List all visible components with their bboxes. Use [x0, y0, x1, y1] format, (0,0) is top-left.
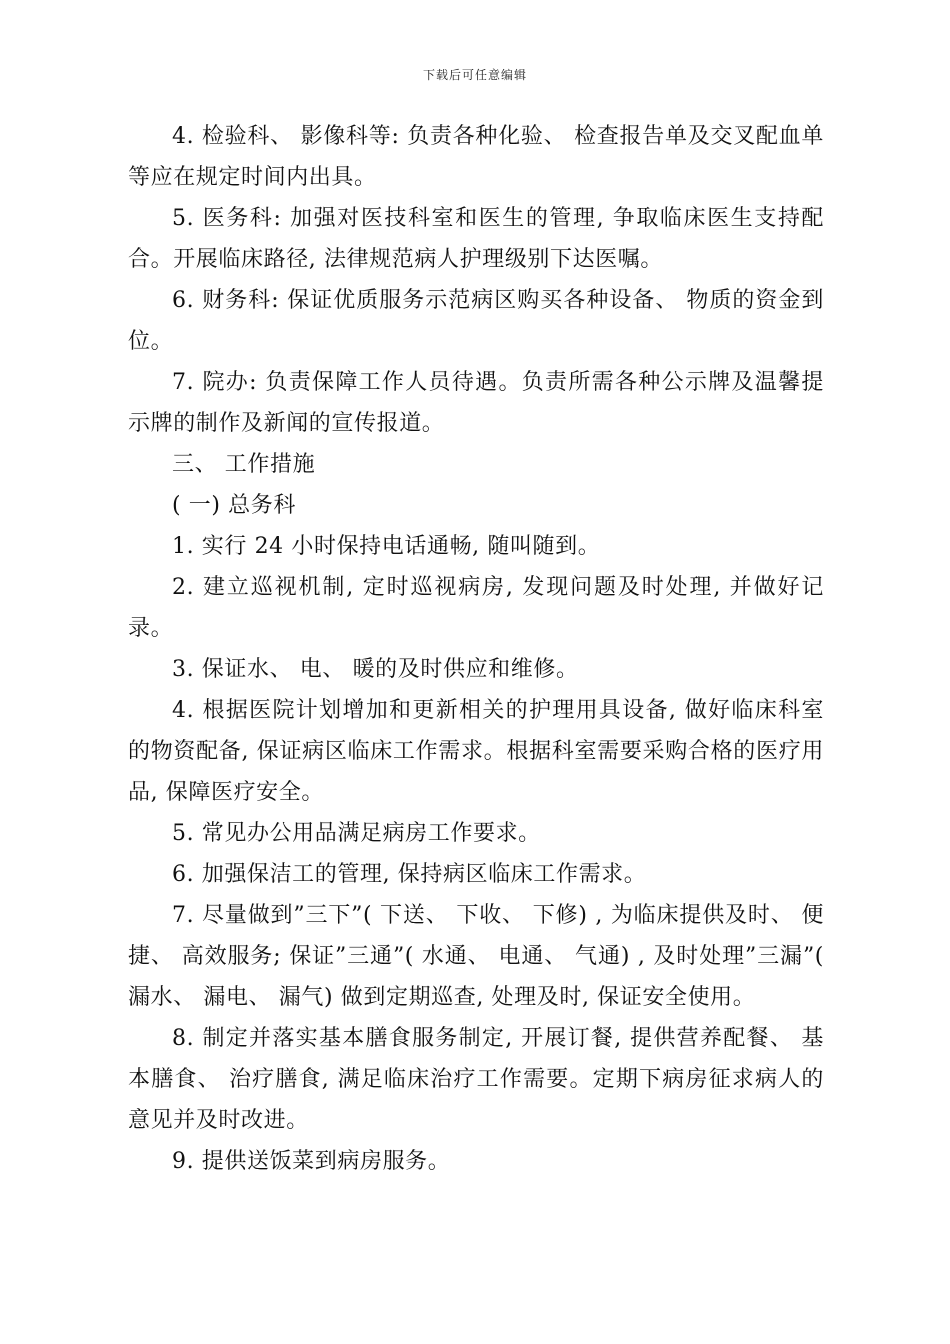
list-item-1: 1. 实行 24 小时保持电话通畅, 随叫随到。 [172, 534, 601, 559]
list-item-4: 4. 根据医院计划增加和更新相关的护理用具设备, 做好临床科室的物资配备, 保证病区临床工作需求。根据科室需要采购合格的医疗用品, 保障医疗安全。 [128, 698, 824, 805]
list-item-6: 6. 加强保洁工的管理, 保持病区临床工作需求。 [172, 862, 647, 887]
list-item-8: 8. 制定并落实基本膳食服务制定, 开展订餐, 提供营养配餐、 基本膳食、 治疗膳食, 满足临床治疗工作需要。定期下病房征求病人的意见并及时改进。 [128, 1026, 824, 1133]
page-header: 下载后可任意编辑 [422, 68, 527, 82]
section-heading-measures: 三、 工作措施 [172, 452, 316, 477]
paragraph-admin-office: 7. 院办: 负责保障工作人员待遇。负责所需各种公示牌及温馨提示牌的制作及新闻的宣传报道。 [128, 370, 824, 436]
list-item-2: 2. 建立巡视机制, 定时巡视病房, 发现问题及时处理, 并做好记录。 [128, 575, 824, 641]
list-item-5: 5. 常见办公用品满足病房工作要求。 [172, 821, 541, 846]
list-item-7: 7. 尽量做到”三下”( 下送、 下收、 下修) , 为临床提供及时、 便捷、 高效服务; 保证”三通”( 水通、 电通、 气通) , 及时处理”三漏”( 漏水、 漏电、 漏气) 做到定期巡查, 处理及时, 保证安全使用。 [128, 903, 824, 1010]
paragraph-medical-affairs: 5. 医务科: 加强对医技科室和医生的管理, 争取临床医生支持配合。开展临床路径, 法律规范病人护理级别下达医嘱。 [128, 206, 824, 272]
document-body [128, 116, 824, 1182]
list-item-9: 9. 提供送饭菜到病房服务。 [172, 1149, 451, 1174]
paragraph-finance: 6. 财务科: 保证优质服务示范病区购买各种设备、 物质的资金到位。 [128, 288, 824, 354]
subsection-heading-general-affairs: ( 一) 总务科 [172, 493, 296, 518]
list-item-3: 3. 保证水、 电、 暖的及时供应和维修。 [172, 657, 579, 682]
paragraph-lab-imaging: 4. 检验科、 影像科等: 负责各种化验、 检查报告单及交叉配血单等应在规定时间内出具。 [128, 124, 824, 190]
